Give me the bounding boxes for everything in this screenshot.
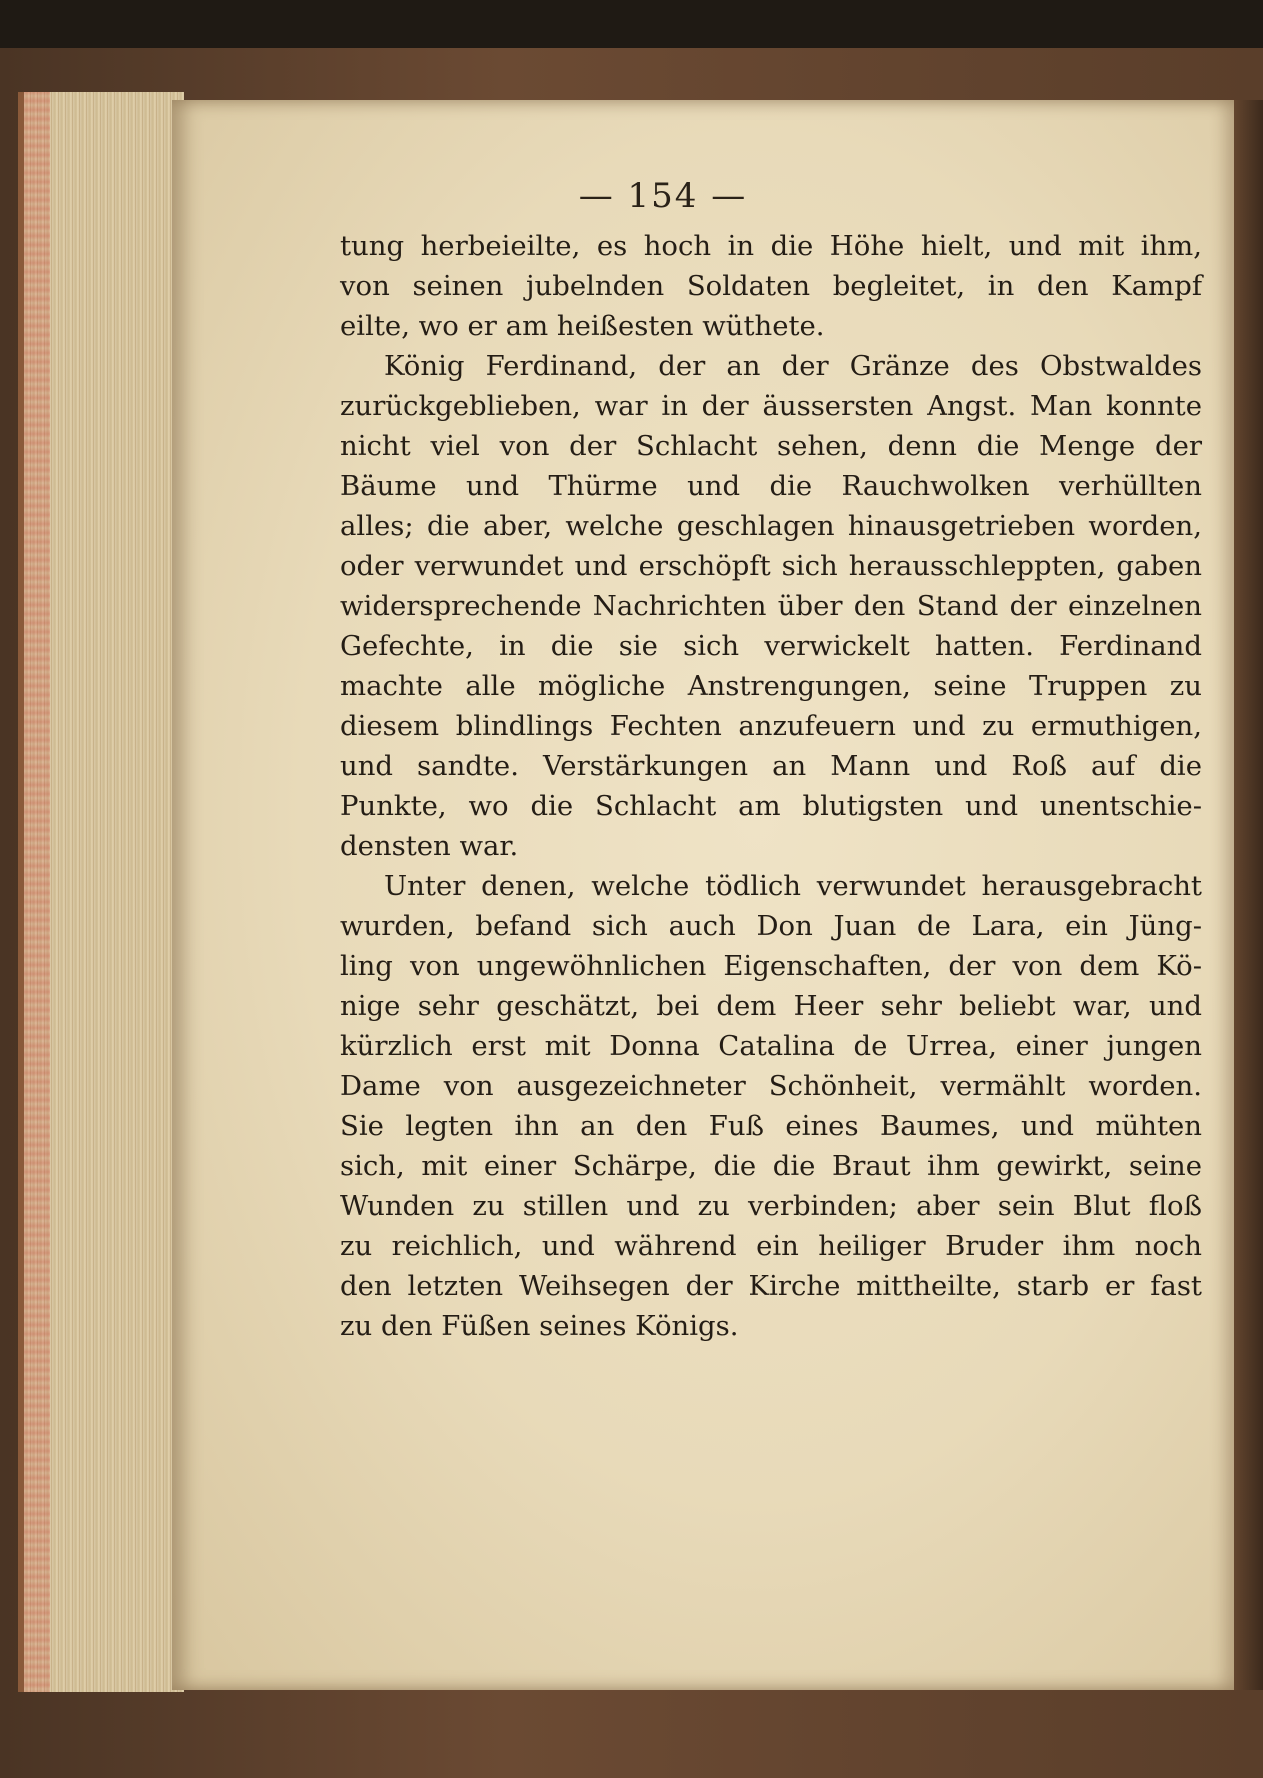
text-line: und sandte. Verstärkungen an Mann und Roß auf die — [340, 750, 1202, 782]
text-line: Sie legten ihn an den Fuß eines Baumes, und mühten — [340, 1110, 1202, 1142]
text-line: zu den Füßen seines Königs. — [340, 1310, 739, 1342]
paragraph — [340, 226, 1202, 346]
book-page — [172, 100, 1234, 1690]
page-number: — 154 — — [578, 176, 748, 216]
text-line: wurden, befand sich auch Don Juan de Lara, ein Jüng- — [340, 910, 1202, 942]
text-line: Wunden zu stillen und zu verbinden; aber sein Blut floß — [340, 1190, 1202, 1222]
text-line: tung herbeieilte, es hoch in die Höhe hielt, und mit ihm, — [340, 230, 1202, 262]
body-text — [340, 226, 1202, 1346]
text-line: den letzten Weihsegen der Kirche mittheilte, starb er fast — [340, 1270, 1202, 1302]
text-line: nige sehr geschätzt, bei dem Heer sehr beliebt war, und — [340, 990, 1202, 1022]
text-line: eilte, wo er am heißesten wüthete. — [340, 310, 825, 342]
text-line: densten war. — [340, 830, 519, 862]
text-line: machte alle mögliche Anstrengungen, seine Truppen zu — [340, 670, 1202, 702]
text-line: ling von ungewöhnlichen Eigenschaften, der von dem Kö- — [340, 950, 1202, 982]
text-line: sich, mit einer Schärpe, die die Braut ihm gewirkt, seine — [340, 1150, 1202, 1182]
text-line: von seinen jubelnden Soldaten begleitet, in den Kampf — [340, 270, 1202, 302]
text-line: alles; die aber, welche geschlagen hinausgetrieben worden, — [340, 510, 1202, 542]
text-line: Bäume und Thürme und die Rauchwolken verhüllten — [340, 470, 1202, 502]
text-line: oder verwundet und erschöpft sich herausschleppten, gaben — [340, 550, 1202, 582]
text-line: Gefechte, in die sie sich verwickelt hatten. Ferdinand — [340, 630, 1202, 662]
text-line: nicht viel von der Schlacht sehen, denn die Menge der — [340, 430, 1202, 462]
text-line: Dame von ausgezeichneter Schönheit, vermählt worden. — [340, 1070, 1202, 1102]
text-line: zu reichlich, und während ein heiliger Bruder ihm noch — [340, 1230, 1202, 1262]
paragraph — [340, 346, 1202, 866]
book-spine-edge — [1229, 100, 1263, 1690]
paragraph — [340, 866, 1202, 1346]
text-line: widersprechende Nachrichten über den Stand der einzelnen — [340, 590, 1202, 622]
text-line: Unter denen, welche tödlich verwundet herausgebracht — [384, 870, 1202, 902]
text-line: König Ferdinand, der an der Gränze des Obstwaldes — [384, 350, 1202, 382]
text-line: kürzlich erst mit Donna Catalina de Urrea, einer jungen — [340, 1030, 1202, 1062]
text-line: Punkte, wo die Schlacht am blutigsten und unentschie- — [340, 790, 1202, 822]
page-stack-edge — [18, 92, 184, 1692]
text-line: zurückgeblieben, war in der äussersten Angst. Man konnte — [340, 390, 1202, 422]
text-line: diesem blindlings Fechten anzufeuern und zu ermuthigen, — [340, 710, 1202, 742]
